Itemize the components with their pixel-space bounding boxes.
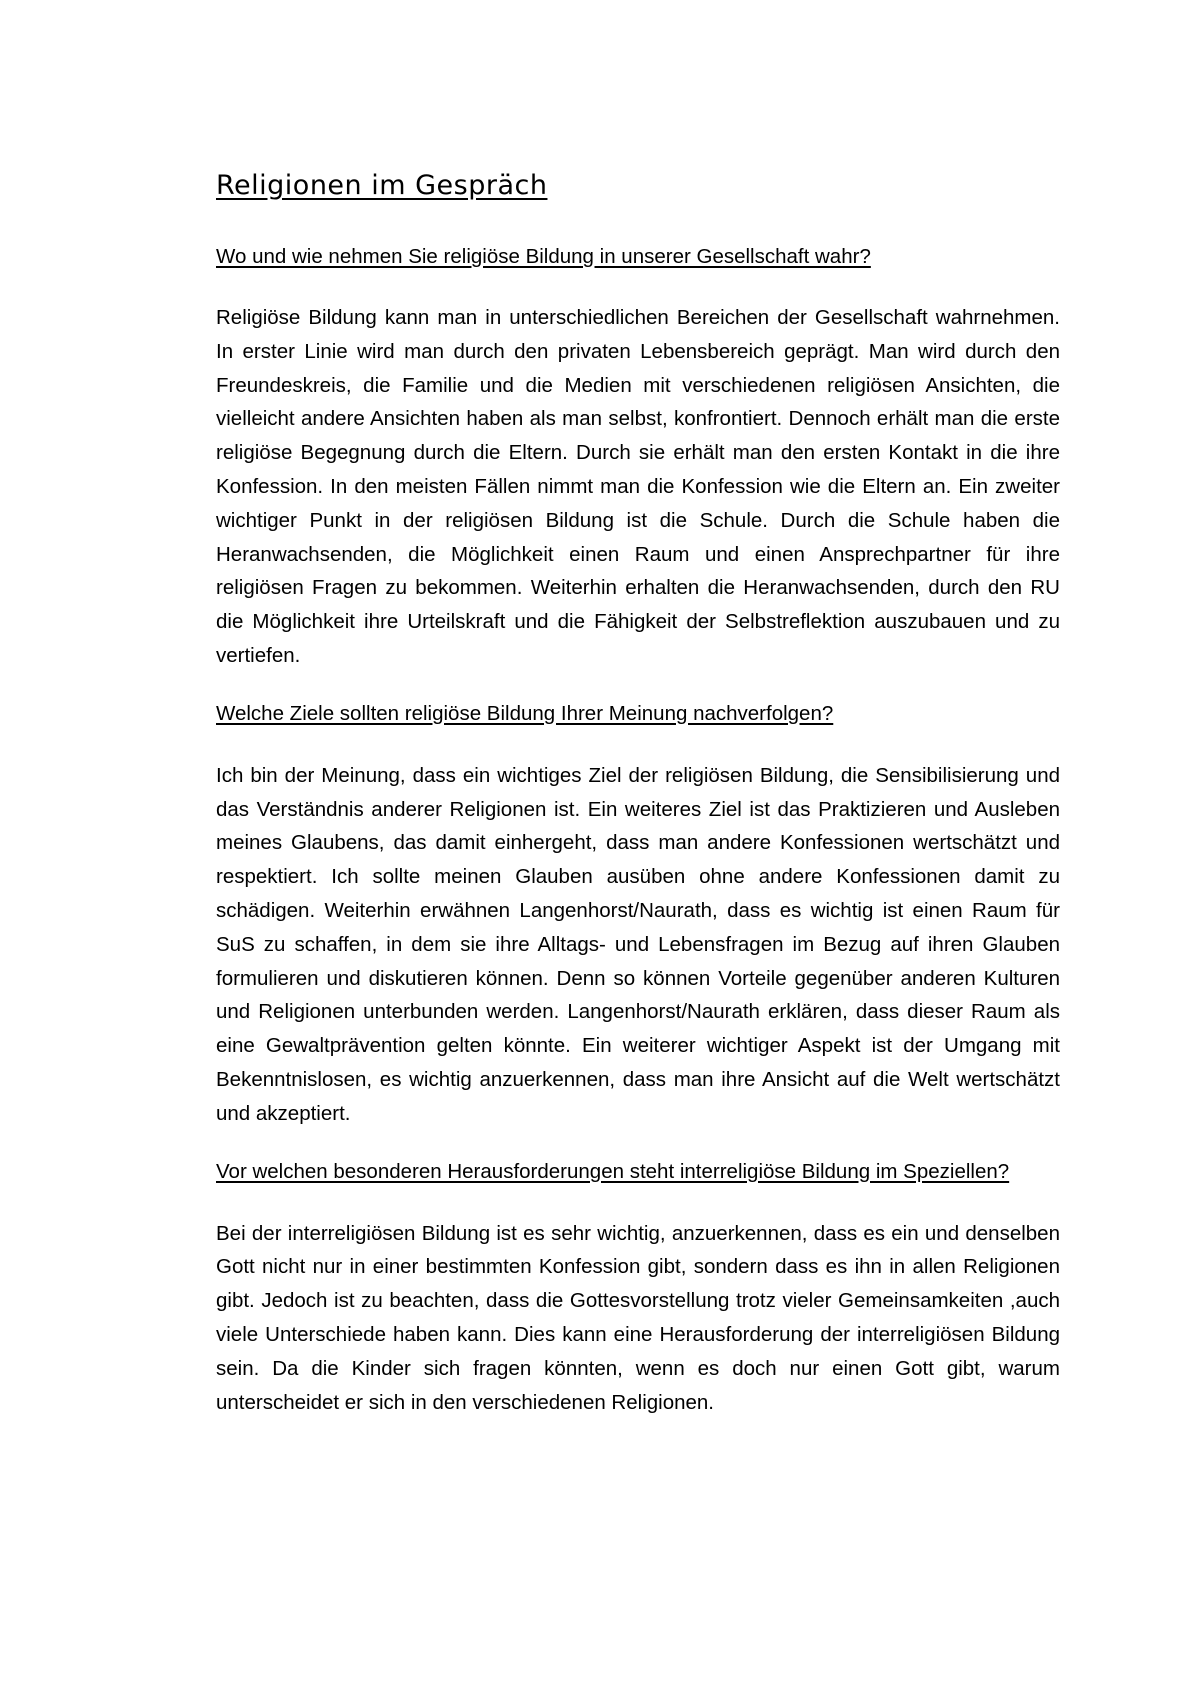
question-heading: Welche Ziele sollten religiöse Bildung Ihrer Meinung nachverfolgen? (216, 701, 834, 725)
answer-paragraph: Religiöse Bildung kann man in unterschiedlichen Bereichen der Gesellschaft wahrnehmen. In erster Linie wird man durch den privaten Lebensbereich geprägt. Man wird durch den Freundeskreis, die Familie und die Medien mit verschiedenen religiösen Ansichten, die vielleicht andere Ansichten haben als man selbst, konfrontiert. Dennoch erhält man die erste religiöse Begegnung durch die Eltern. Durch sie erhält man den ersten Kontakt in die ihre Konfession. In den meisten Fällen nimmt man die Konfession wie die Eltern an. Ein zweiter wichtiger Punkt in der religiösen Bildung ist die Schule. Durch die Schule haben die Heranwachsenden, die Möglichkeit einen Raum und einen Ansprechpartner für ihre religiösen Fragen zu bekommen. Weiterhin erhalten die Heranwachsenden, durch den RU die Möglichkeit ihre Urteilskraft und die Fähigkeit der Selbstreflektion auszubauen und zu vertiefen. (216, 306, 1060, 667)
answer-paragraph: Bei der interreligiösen Bildung ist es sehr wichtig, anzuerkennen, dass es ein und denselben Gott nicht nur in einer bestimmten Konfession gibt, sondern dass es ihn in allen Religionen gibt. Jedoch ist zu beachten, dass die Gottesvorstellung trotz vieler Gemeinsamkeiten ,auch viele Unterschiede haben kann. Dies kann eine Herausforderung der interreligiösen Bildung sein. Da die Kinder sich fragen könnten, wenn es doch nur einen Gott gibt, warum unterscheidet er sich in den verschiedenen Religionen. (216, 1221, 1060, 1414)
section-challenges (216, 1155, 1060, 1420)
question-heading: Wo und wie nehmen Sie religiöse Bildung in unserer Gesellschaft wahr? (216, 245, 871, 268)
section-religious-education (216, 240, 1060, 673)
section-goals (216, 697, 1060, 1131)
document-body (216, 168, 1060, 1443)
document-title: Religionen im Gespräch (216, 170, 548, 201)
answer-paragraph: Ich bin der Meinung, dass ein wichtiges Ziel der religiösen Bildung, die Sensibilisierung und das Verständnis anderer Religionen ist. Ein weiteres Ziel ist das Praktizieren und Ausleben meines Glaubens, das damit einhergeht, dass man andere Konfessionen wertschätzt und respektiert. Ich sollte meinen Glauben ausüben ohne andere Konfessionen damit zu schädigen. Weiterhin erwähnen Langenhorst/Naurath, dass es wichtig ist einen Raum für SuS zu schaffen, in dem sie ihre Alltags- und Lebensfragen im Bezug auf ihren Glauben formulieren und diskutieren können. Denn so können Vorteile gegenüber anderen Kulturen und Religionen unterbunden werden. Langenhorst/Naurath erklären, dass dieser Raum als eine Gewaltprävention gelten könnte. Ein weiterer wichtiger Aspekt ist der Umgang mit Bekenntnislosen, es wichtig anzuerkennen, dass man ihre Ansicht auf die Welt wertschätzt und akzeptiert. (216, 763, 1060, 1125)
question-heading: Vor welchen besonderen Herausforderungen steht interreligiöse Bildung im Speziellen? (216, 1159, 1010, 1183)
